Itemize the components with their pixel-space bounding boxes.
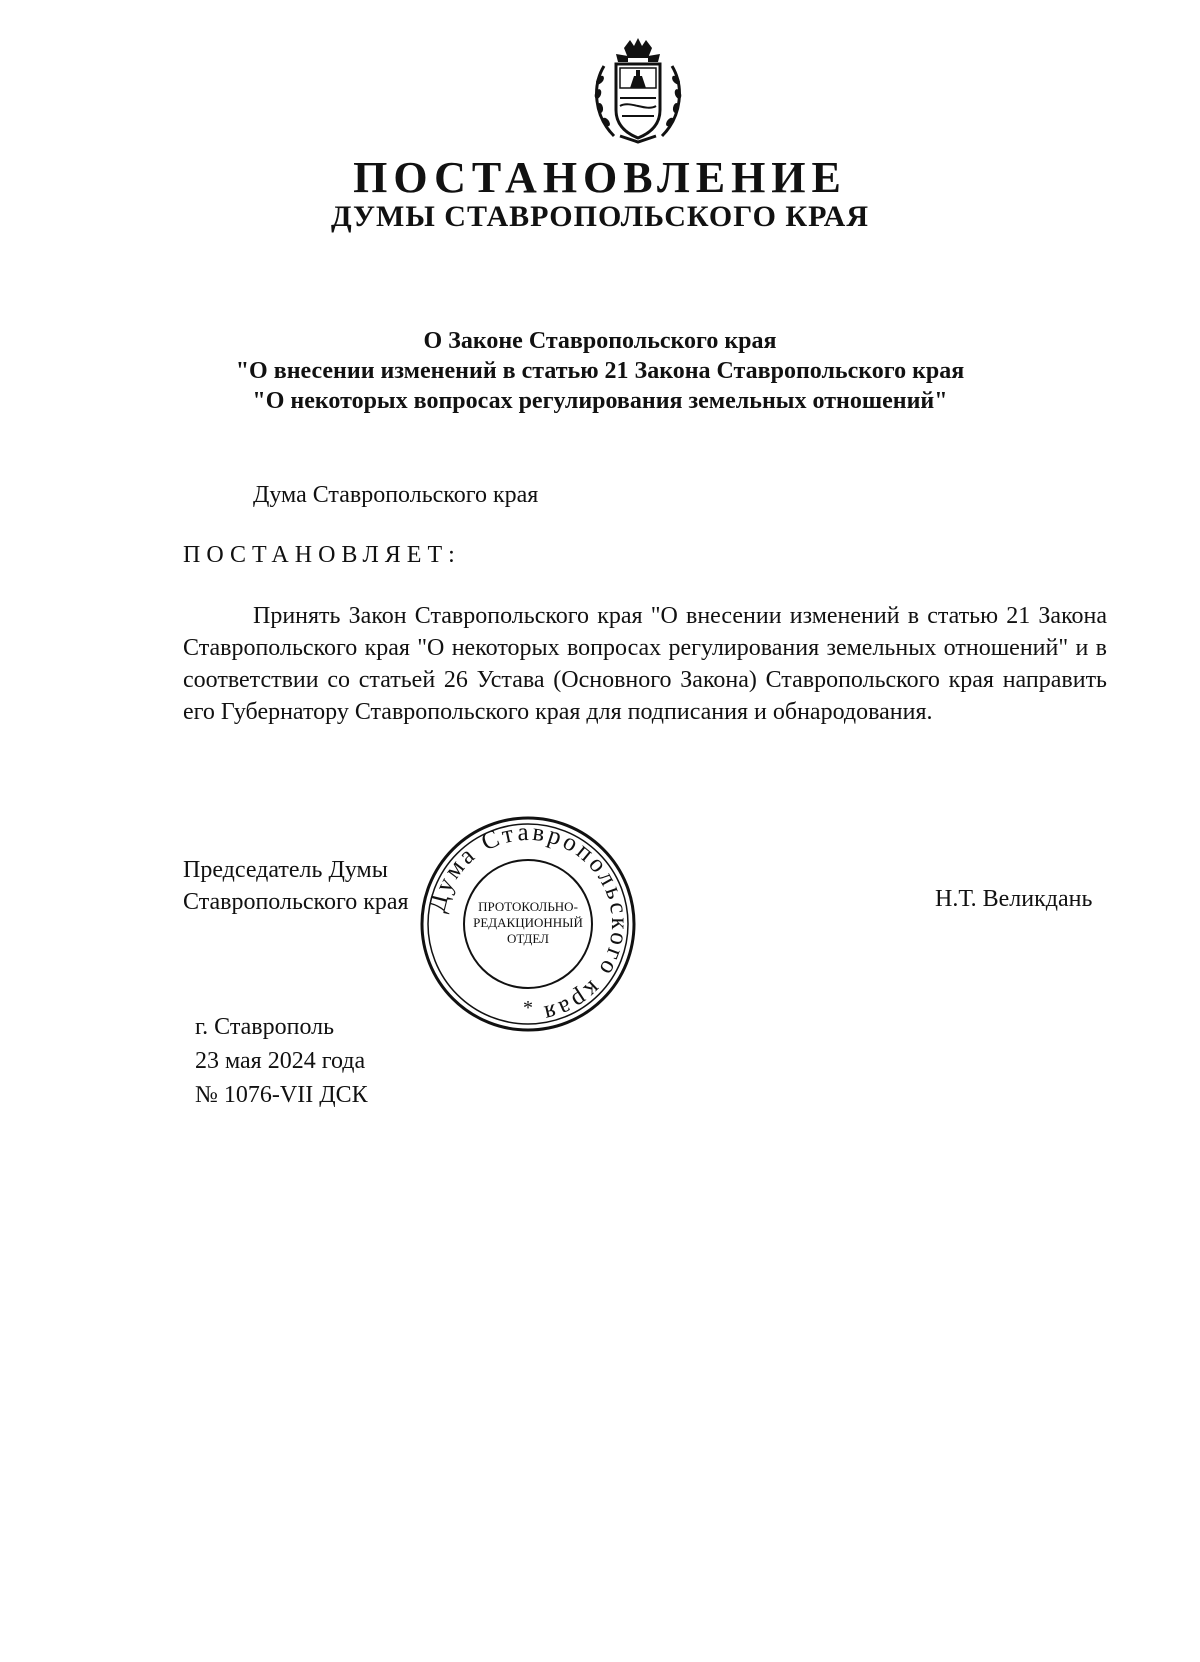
resolution-body: Принять Закон Ставропольского края "О внесении изменений в статью 21 Закона Ставропольского края "О некоторых вопросах регулирования земельных отношений" и в соответствии со статьей 26 Устава (Основного Закона) Ставропольского края направить его Губернатору Ставропольского края для подписания и обнародования. xyxy=(183,603,1107,725)
document-number: № 1076-VII ДСК xyxy=(195,1082,368,1108)
stamp-star-icon: * xyxy=(523,997,533,1019)
signatory-name: Н.Т. Великдань xyxy=(935,886,1093,912)
document-subject xyxy=(0,326,1200,416)
stamp-inner-line-2: РЕДАКЦИОННЫЙ xyxy=(473,915,583,930)
resolves-heading: ПОСТАНОВЛЯЕТ: xyxy=(183,542,461,568)
document-date: 23 мая 2024 года xyxy=(195,1048,366,1074)
document-city: г. Ставрополь xyxy=(195,1014,335,1040)
document-title: ПОСТАНОВЛЕНИЕ xyxy=(353,153,847,202)
stamp-inner-line-1: ПРОТОКОЛЬНО- xyxy=(478,899,578,914)
issuer-text: Дума Ставропольского края xyxy=(253,482,539,508)
official-stamp xyxy=(416,812,640,1036)
subject-line-2: "О внесении изменений в статью 21 Закона Ставропольского края xyxy=(235,358,965,384)
subject-line-3: "О некоторых вопросах регулирования земельных отношений" xyxy=(252,388,948,414)
subject-line-1: О Законе Ставропольского края xyxy=(423,328,777,354)
signatory-position-line-1: Председатель Думы xyxy=(183,857,388,883)
stamp-inner-line-3: ОТДЕЛ xyxy=(507,931,549,946)
signatory-position xyxy=(183,854,409,918)
coat-of-arms-emblem xyxy=(590,36,686,144)
stamp-outer-text: Дума Ставропольского края xyxy=(423,818,634,1028)
signatory-position-line-2: Ставропольского края xyxy=(183,889,409,915)
document-subtitle: ДУМЫ СТАВРОПОЛЬСКОГО КРАЯ xyxy=(330,200,869,233)
document-place-date xyxy=(195,1010,368,1112)
